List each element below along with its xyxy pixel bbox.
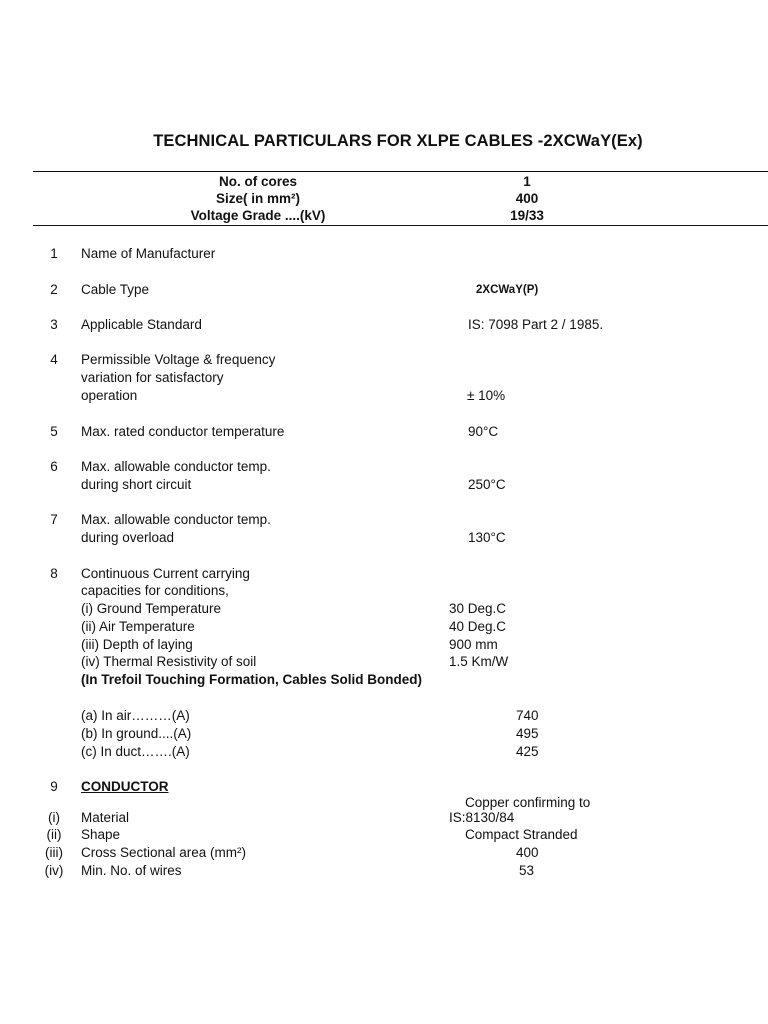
header-value-voltage: 19/33 <box>510 208 544 223</box>
conductor-value: Copper confirming to <box>465 795 591 810</box>
section-heading-conductor: CONDUCTOR <box>81 779 169 794</box>
item-value: ± 10% <box>467 388 506 403</box>
condition-label: (iii) Depth of laying <box>81 637 193 652</box>
header-label-cores: No. of cores <box>218 174 297 189</box>
condition-value: 1.5 Km/W <box>449 654 509 669</box>
item-label: Name of Manufacturer <box>81 246 216 261</box>
item-label: during overload <box>81 530 175 545</box>
condition-value: 40 Deg.C <box>449 619 507 634</box>
item-number: 3 <box>50 317 58 332</box>
sub-item-number: (i) <box>48 810 60 825</box>
item-label: Max. rated conductor temperature <box>81 424 285 439</box>
conductor-value: 400 <box>516 845 539 860</box>
conductor-label: Shape <box>81 827 121 842</box>
item-value: 2XCWaY(P) <box>476 284 539 296</box>
sub-item-number: (ii) <box>46 827 62 842</box>
item-number: 7 <box>50 512 58 527</box>
conductor-value: 53 <box>519 863 535 878</box>
item-label: Cable Type <box>81 282 150 297</box>
conductor-label: Cross Sectional area (mm²) <box>81 845 247 860</box>
document-title: TECHNICAL PARTICULARS FOR XLPE CABLES -2XCWaY(Ex) <box>153 132 643 150</box>
item-value: IS: 7098 Part 2 / 1985. <box>468 317 604 332</box>
header-top-rule <box>33 171 768 172</box>
condition-label: (i) Ground Temperature <box>81 601 222 616</box>
formation-note: (In Trefoil Touching Formation, Cables Solid Bonded) <box>81 672 422 687</box>
item-label: Applicable Standard <box>81 317 202 332</box>
current-label: (a) In air………(A) <box>81 708 190 723</box>
item-label: Continuous Current carrying <box>81 566 250 581</box>
sub-item-number: (iv) <box>44 863 64 878</box>
item-label: Max. allowable conductor temp. <box>81 459 271 474</box>
sub-item-number: (iii) <box>45 845 63 860</box>
item-label: capacities for conditions, <box>81 583 229 598</box>
current-label: (c) In duct…….(A) <box>81 744 190 759</box>
item-label: Max. allowable conductor temp. <box>81 512 271 527</box>
header-bottom-rule <box>33 225 768 226</box>
item-label: variation for satisfactory <box>81 370 224 385</box>
header-label-voltage: Voltage Grade ....(kV) <box>190 208 326 223</box>
conductor-value: Compact Stranded <box>465 827 578 842</box>
condition-value: 30 Deg.C <box>449 601 507 616</box>
item-number: 4 <box>50 352 58 367</box>
item-number: 2 <box>50 282 58 297</box>
item-number: 1 <box>50 246 58 261</box>
item-label: Permissible Voltage & frequency <box>81 352 276 367</box>
current-value: 495 <box>516 726 539 741</box>
current-label: (b) In ground....(A) <box>81 726 192 741</box>
item-number: 5 <box>50 424 58 439</box>
condition-value: 900 mm <box>449 637 498 652</box>
conductor-label: Material <box>81 810 130 825</box>
item-value: 250°C <box>468 477 506 492</box>
item-number: 9 <box>50 779 58 794</box>
header-value-size: 400 <box>515 191 539 206</box>
condition-label: (ii) Air Temperature <box>81 619 195 634</box>
header-value-cores: 1 <box>523 174 531 189</box>
conductor-value: IS:8130/84 <box>449 810 515 825</box>
header-label-size: Size( in mm²) <box>215 191 300 206</box>
item-label: during short circuit <box>81 477 192 492</box>
item-value: 90°C <box>468 424 499 439</box>
condition-label: (iv) Thermal Resistivity of soil <box>81 654 257 669</box>
current-value: 740 <box>516 708 539 723</box>
item-number: 6 <box>50 459 58 474</box>
item-label: operation <box>81 388 138 403</box>
item-number: 8 <box>50 566 58 581</box>
item-value: 130°C <box>468 530 506 545</box>
current-value: 425 <box>516 744 539 759</box>
conductor-label: Min. No. of wires <box>81 863 182 878</box>
